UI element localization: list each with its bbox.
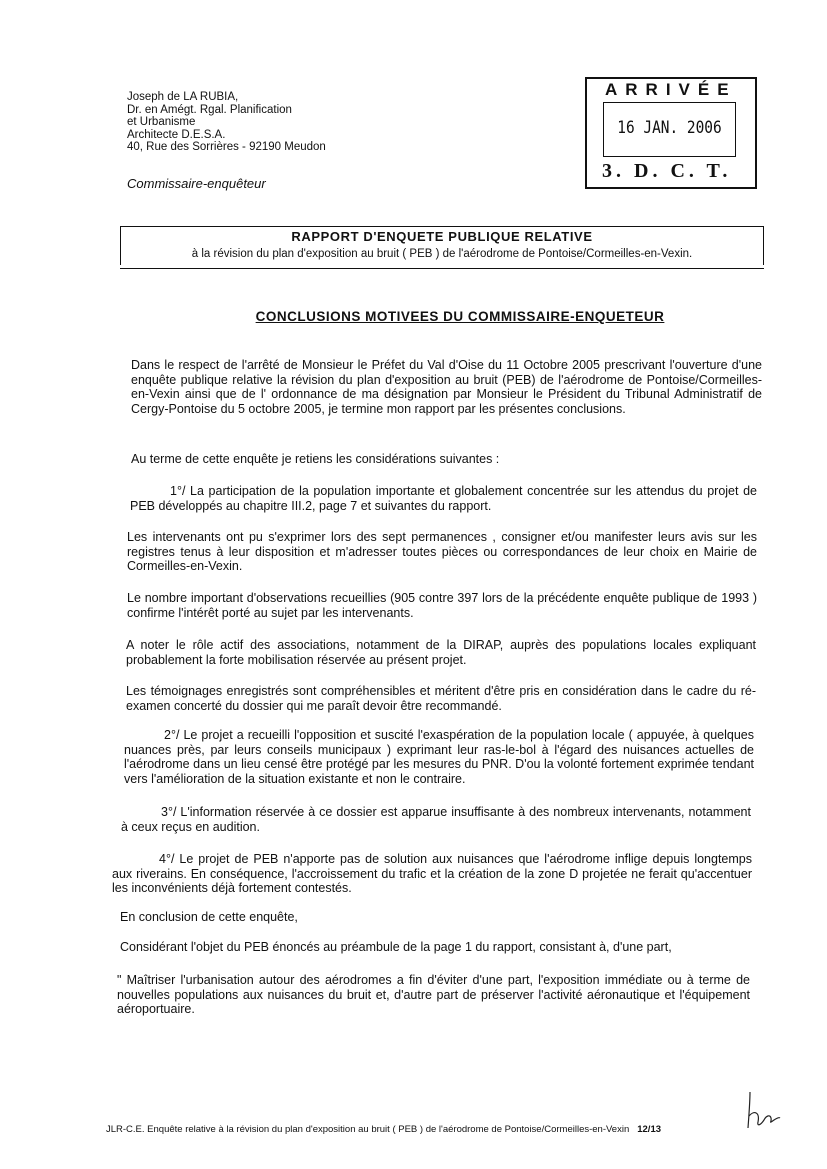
paragraph-temoignages: Les témoignages enregistrés sont compréhensibles et méritent d'être pris en considération dans le cadre du ré-examen concerté du dossier qui me paraît devoir être recommandé. (126, 684, 756, 713)
paragraph-considerations: Au terme de cette enquête je retiens les considérations suivantes : (131, 452, 500, 466)
stamp-title: ARRIVÉE (605, 80, 737, 99)
author-name: Joseph de LA RUBIA, (127, 91, 239, 103)
page-footer (106, 1124, 661, 1135)
report-title: RAPPORT D'ENQUETE PUBLIQUE RELATIVE (291, 229, 593, 244)
paragraph-conclusion: En conclusion de cette enquête, (120, 910, 298, 924)
paragraph-considerant: Considérant l'objet du PEB énoncés au préambule de la page 1 du rapport, consistant à, d'une part, (120, 940, 672, 954)
page-number: 12/13 (637, 1124, 662, 1135)
stamp-department: 3. D. C. T. (602, 160, 732, 182)
paragraph-associations: A noter le rôle actif des associations, notamment de la DIRAP, auprès des populations locales expliquant probablement la forte mobilisation réservée au présent projet. (126, 638, 756, 667)
handwritten-initials (744, 1090, 784, 1130)
arrival-stamp (585, 77, 755, 187)
paragraph-observations: Le nombre important d'observations recueillies (905 contre 397 lors de la précédente enquête publique de 1993 ) confirme l'intérêt porté au sujet par les intervenants. (127, 591, 757, 620)
author-address: 40, Rue des Sorrières - 92190 Meudon (127, 141, 326, 153)
author-degree: Dr. en Amégt. Rgal. Planification (127, 103, 292, 116)
report-subtitle: à la révision du plan d'exposition au bruit ( PEB ) de l'aérodrome de Pontoise/Cormeilles-en-Vexin. (191, 248, 693, 260)
author-degree-cont: et Urbanisme (127, 116, 196, 128)
conclusions-heading: CONCLUSIONS MOTIVEES DU COMMISSAIRE-ENQUETEUR (255, 309, 665, 324)
paragraph-point-1: 1°/ La participation de la population importante et globalement concentrée sur les attendus du projet de PEB développés au chapitre III.2, page 7 et suivantes du rapport. (130, 484, 757, 513)
paragraph-intervenants: Les intervenants ont pu s'exprimer lors des sept permanences , consigner et/ou manifester leurs avis sur les registres tenus à leur disposition et m'adresser toutes pièces ou correspondances de leur choix en Mairie de Cormeilles-en-Vexin. (127, 530, 757, 573)
author-block (127, 91, 326, 154)
author-role: Commissaire-enquêteur (127, 176, 266, 191)
paragraph-intro: Dans le respect de l'arrêté de Monsieur le Préfet du Val d'Oise du 11 Octobre 2005 prescrivant l'ouverture d'une enquête publique relative la révision du plan d'exposition au bruit (PEB) de l'aérodrome de Pontoise/Cormeilles-en-Vexin ainsi que de l' ordonnance de ma désignation par Monsieur le Président du Tribunal Administratif de Cergy-Pontoise du 5 octobre 2005, je termine mon rapport par les présentes conclusions. (131, 358, 762, 416)
author-title: Architecte D.E.S.A. (127, 128, 226, 141)
stamp-date-box (603, 102, 736, 157)
report-title-box (120, 226, 764, 265)
paragraph-point-4: 4°/ Le projet de PEB n'apporte pas de solution aux nuisances que l'aérodrome inflige depuis longtemps aux riverains. En conséquence, l'accroissement du trafic et la création de la zone D projetée ne ferait qu'accentuer les inconvénients déjà fortement contestés. (112, 852, 752, 895)
paragraph-quote: " Maîtriser l'urbanisation autour des aérodromes a fin d'éviter d'une part, l'exposition immédiate ou à terme de nouvelles populations aux nuisances du bruit et, d'autre part de préserver l'activité aéronautique et l'équipement aéroportuaire. (117, 973, 750, 1016)
paragraph-point-2: 2°/ Le projet a recueilli l'opposition et suscité l'exaspération de la population locale ( appuyée, à quelques nuances près, par leurs conseils municipaux ) exprimant leur ras-le-bol à l'égard des nuisances actuelles de l'aérodrome dans un lieu censé être protégé par les mesures du PNR. D'ou la volonté fortement exprimée tendant vers l'amélioration de la situation existante et non le contraire. (124, 728, 754, 786)
stamp-date: 16 JAN. 2006 (617, 118, 722, 138)
footer-text: JLR-C.E. Enquête relative à la révision du plan d'exposition au bruit ( PEB ) de l'aérodrome de Pontoise/Cormeilles-en-Vexin (106, 1124, 630, 1135)
paragraph-point-3: 3°/ L'information réservée à ce dossier est apparue insuffisante à des nombreux intervenants, notamment à ceux reçus en audition. (121, 805, 751, 834)
